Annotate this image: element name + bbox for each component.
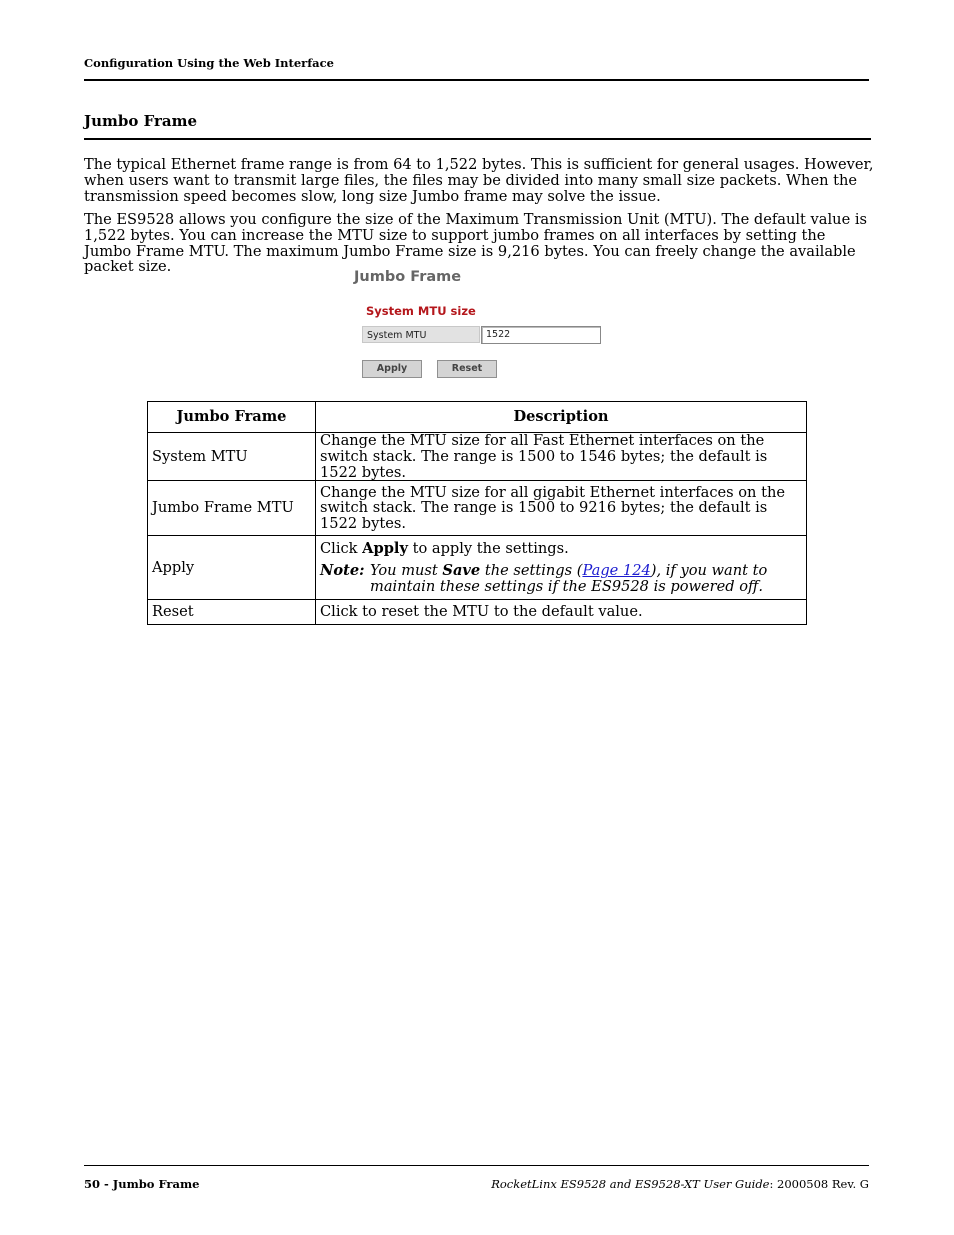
row-name: System MTU	[148, 433, 316, 481]
mtu-paragraph: The ES9528 allows you configure the size of the Maximum Transmission Unit (MTU). The default value is 1,522 bytes. You can increase the MTU size to support jumbo frames on all interfaces by setting the Jumbo Frame MTU. The maximum Jumbo Frame size is 9,216 bytes. You can freely change the available packet size.	[84, 211, 868, 276]
footer-page-label: 50 - Jumbo Frame	[84, 1177, 200, 1191]
screenshot-title: Jumbo Frame	[354, 269, 462, 285]
row-name: Jumbo Frame MTU	[148, 481, 316, 536]
running-header: Configuration Using the Web Interface	[84, 56, 334, 70]
jumbo-frame-screenshot	[350, 266, 620, 386]
note-body	[370, 563, 802, 595]
footer-guide-title: RocketLinx ES9528 and ES9528-XT User Guide	[491, 1177, 770, 1191]
section-title: Jumbo Frame	[84, 112, 198, 130]
note-text: the settings (	[480, 562, 583, 580]
desc-text: Click	[320, 539, 363, 557]
footer-doc-title	[491, 1177, 869, 1191]
footer-revision: : 2000508 Rev. G	[769, 1177, 869, 1191]
header-rule	[84, 79, 869, 81]
note-text: You must	[370, 562, 443, 580]
row-description: Change the MTU size for all gigabit Ethernet interfaces on the switch stack. The range is 1500 to 9216 bytes; the default is 1522 bytes.	[316, 481, 807, 536]
table-row	[148, 481, 807, 536]
row-name: Apply	[148, 536, 316, 600]
column-header: Description	[316, 402, 807, 433]
page-link[interactable]: Page 124	[582, 562, 651, 580]
jumbo-frame-table	[147, 401, 807, 625]
screenshot-subtitle: System MTU size	[366, 304, 476, 318]
section-rule	[84, 138, 871, 140]
column-header: Jumbo Frame	[148, 402, 316, 433]
apply-button[interactable]: Apply	[362, 360, 422, 378]
system-mtu-input[interactable]: 1522	[481, 326, 601, 344]
note-text: ), if you want to maintain these settings if the ES9528 is powered off.	[370, 562, 768, 596]
table-header-row	[148, 402, 807, 433]
apply-description	[320, 541, 802, 557]
footer-rule	[84, 1165, 869, 1166]
table-row	[148, 536, 807, 600]
system-mtu-label: System MTU	[362, 326, 480, 343]
row-description: Change the MTU size for all Fast Ethernet interfaces on the switch stack. The range is 1500 to 1546 bytes; the default is 1522 bytes.	[316, 433, 807, 481]
reset-button[interactable]: Reset	[437, 360, 497, 378]
note-bold: Save	[442, 562, 481, 580]
table-row	[148, 600, 807, 625]
desc-text: to apply the settings.	[407, 539, 569, 557]
table-row	[148, 433, 807, 481]
row-name: Reset	[148, 600, 316, 625]
note	[320, 563, 802, 595]
desc-bold: Apply	[362, 539, 408, 557]
intro-paragraph: The typical Ethernet frame range is from 64 to 1,522 bytes. This is sufficient for general usages. However, when users want to transmit large files, the files may be divided into many small size packets. When the transmission speed becomes slow, long size Jumbo frame may solve the issue.	[84, 156, 874, 205]
note-label: Note:	[320, 562, 365, 580]
row-description: Click to reset the MTU to the default value.	[316, 600, 807, 625]
row-description	[316, 536, 807, 600]
